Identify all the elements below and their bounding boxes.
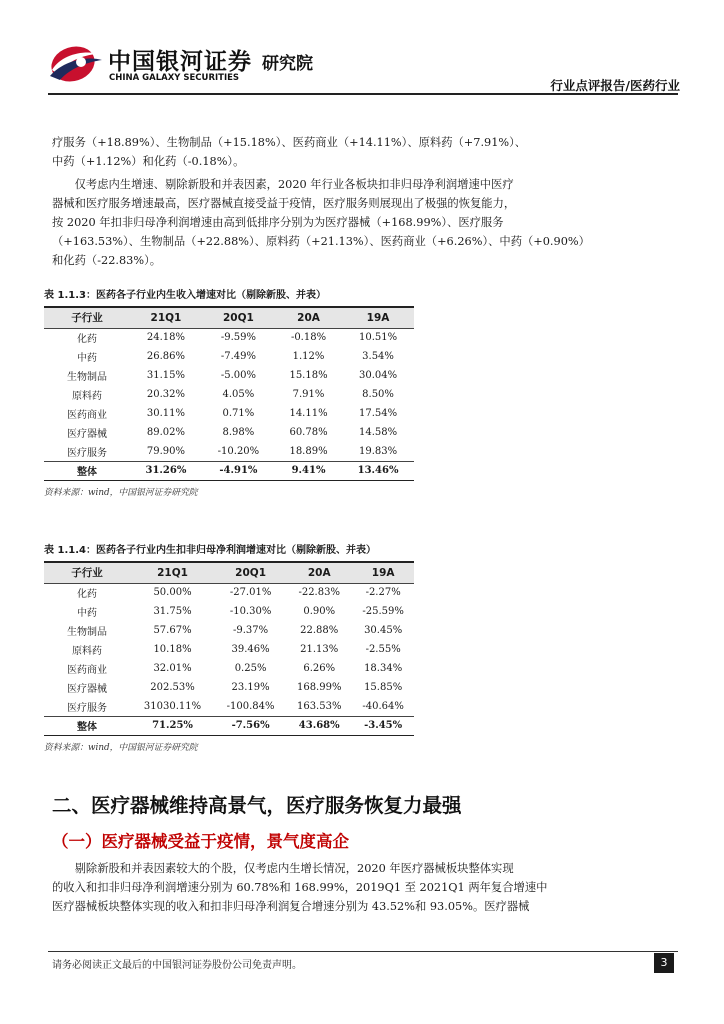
table-cell: 17.54% (358, 408, 398, 419)
table-cell: -3.45% (352, 716, 414, 735)
table-caption: 表 1.1.4：医药各子行业内生扣非归母净利润增速对比（剔除新股、并表） (44, 545, 376, 556)
table-row (44, 328, 414, 347)
table-cell: 0.90% (303, 606, 336, 617)
text-line: 医疗器械板块整体实现的收入和扣非归母净利润复合增速分别为 43.52%和 93.05%。医疗器械 (52, 900, 530, 913)
table-cell: -100.84% (226, 700, 275, 712)
table-cell: 24.18% (146, 332, 185, 344)
table-cell: 医疗服务 (67, 447, 107, 459)
table-cell: 168.99% (296, 682, 342, 693)
column-header: 21Q1 (130, 308, 202, 328)
footer-disclaimer: 请务必阅读正文最后的中国银河证券股份公司免责声明。 (52, 960, 302, 971)
table-cell: 202.53% (150, 682, 195, 693)
table-row (44, 602, 414, 621)
table-cell: 7.91% (292, 389, 325, 400)
table-cell: 生物制品 (67, 627, 107, 638)
table-cell: 4.05% (222, 389, 255, 400)
table-cell: 原料药 (72, 391, 102, 402)
table-cell: 31.15% (146, 370, 185, 381)
table-cell: 8.98% (222, 427, 255, 438)
table-cell: 10.51% (358, 332, 398, 344)
table-cell: 3.54% (362, 351, 394, 362)
table-cell: 31.26% (130, 461, 202, 480)
table-cell: 化药 (77, 334, 97, 346)
table-cell: 15.18% (289, 370, 328, 381)
table-cell: -5.00% (220, 370, 256, 381)
paragraph-3 (52, 859, 550, 916)
text-line: 剔除新股和并表因素较大的个股，仅考虑内生增长情况，2020 年医疗器械板块整体实现 (52, 862, 514, 875)
table-cell: 57.67% (153, 625, 192, 636)
column-header: 20A (275, 308, 342, 328)
table-source: 资料来源：wind，中国银河证券研究院 (44, 487, 198, 498)
report-type: 行业点评报告/医药行业 (550, 78, 680, 93)
column-header: 21Q1 (130, 563, 215, 583)
table-caption: 表 1.1.3：医药各子行业内生收入增速对比（剔除新股、并表） (44, 290, 326, 301)
table-cell: -10.20% (217, 445, 260, 457)
table-cell: -25.59% (362, 606, 404, 617)
text-line: 中药（+1.12%）和化药（-0.18%）。 (52, 155, 245, 168)
header-divider (48, 93, 678, 95)
table-cell: 30.11% (146, 408, 185, 419)
data-table (44, 308, 414, 481)
table-cell: 8.50% (362, 389, 394, 400)
table-cell: 43.68% (286, 716, 352, 735)
table-row (44, 659, 414, 678)
table-cell: 31030.11% (143, 700, 202, 712)
logo-institute: 研究院 (262, 54, 313, 74)
table-cell: 医疗服务 (67, 702, 107, 714)
table-cell: 15.85% (364, 682, 403, 693)
table-row (44, 678, 414, 697)
data-table (44, 563, 414, 736)
text-line: 仅考虑内生增速、剔除新股和并表因素，2020 年行业各板块扣非归母净利润增速中医疗 (52, 178, 514, 191)
text-line: 和化药（-22.83%）。 (52, 254, 162, 267)
table-total-row (44, 461, 414, 480)
table-cell: 60.78% (289, 427, 328, 438)
table-cell: 化药 (77, 589, 97, 601)
table-cell: -9.59% (220, 332, 256, 344)
table-cell: -7.49% (220, 351, 256, 362)
section-heading: 二、医疗器械维持高景气，医疗服务恢复力最强 (52, 794, 462, 817)
table-cell: 71.25% (130, 716, 215, 735)
paragraph-1 (52, 133, 550, 171)
table-cell: -4.91% (202, 461, 275, 480)
table-cell: 14.58% (358, 427, 398, 438)
table-cell: -27.01% (229, 587, 272, 599)
table-row (44, 423, 414, 442)
table-cell: 19.83% (358, 445, 398, 457)
table-cell: -0.18% (290, 332, 327, 344)
table-cell: -40.64% (362, 700, 404, 712)
table-cell: 9.41% (275, 461, 342, 480)
table-row (44, 621, 414, 640)
table-cell: 0.25% (234, 663, 267, 674)
paragraph-2 (52, 175, 590, 270)
table-cell: 79.90% (146, 445, 185, 457)
table-cell: 14.11% (289, 408, 328, 419)
table-cell: 0.71% (222, 408, 255, 419)
table-cell: 生物制品 (67, 372, 107, 383)
table-cell: 医药商业 (67, 410, 107, 421)
column-header: 19A (342, 308, 414, 328)
table-cell: 整体 (44, 716, 130, 735)
table-cell: 13.46% (342, 461, 414, 480)
footer-divider (48, 951, 678, 952)
page-header (48, 40, 680, 92)
table-cell: 原料药 (72, 646, 102, 657)
table-header-row (44, 308, 414, 328)
table-cell: 32.01% (153, 663, 192, 674)
table-cell: 医药商业 (67, 665, 107, 676)
table-cell: -7.56% (215, 716, 286, 735)
table-cell: 89.02% (146, 427, 185, 438)
column-header: 子行业 (44, 563, 130, 583)
table-total-row (44, 716, 414, 735)
table-cell: 50.00% (153, 587, 192, 599)
column-header: 20A (286, 563, 352, 583)
table-row (44, 366, 414, 385)
table-cell: 6.26% (303, 663, 336, 674)
table-cell: 39.46% (231, 644, 270, 655)
column-header: 20Q1 (215, 563, 286, 583)
table-cell: -10.30% (229, 606, 272, 617)
column-header: 19A (352, 563, 414, 583)
page-number: 3 (654, 953, 674, 973)
table-row (44, 442, 414, 461)
table-cell: 22.88% (300, 625, 339, 636)
table-cell: -2.55% (365, 644, 401, 655)
table-cell: -22.83% (298, 587, 340, 599)
table-cell: 20.32% (146, 389, 185, 400)
table-net-profit-growth (44, 543, 414, 753)
text-line: （+163.53%）、生物制品（+22.88%）、原料药（+21.13%）、医药商业（+6.26%）、中药（+0.90%） (52, 235, 590, 248)
table-cell: 26.86% (146, 351, 185, 362)
table-cell: 10.18% (153, 644, 192, 655)
table-cell: -2.27% (365, 587, 401, 599)
table-cell: 18.89% (289, 445, 328, 457)
column-header: 子行业 (44, 308, 130, 328)
column-header: 20Q1 (202, 308, 275, 328)
table-cell: 163.53% (296, 700, 342, 712)
text-line: 疗服务（+18.89%）、生物制品（+15.18%）、医药商业（+14.11%）、原料药（+7.91%）、 (52, 136, 527, 149)
logo-english-name: CHINA GALAXY SECURITIES (109, 73, 240, 83)
text-line: 按 2020 年扣非归母净利润增速由高到低排序分别为为医疗器械（+168.99%）、医疗服务 (52, 216, 504, 229)
table-cell: 医疗器械 (67, 684, 107, 695)
subsection-heading: （一）医疗器械受益于疫情，景气度高企 (52, 832, 349, 851)
china-galaxy-logo-icon (48, 40, 102, 86)
table-cell: 中药 (77, 608, 97, 619)
table-row (44, 697, 414, 716)
table-cell: 30.45% (364, 625, 403, 636)
table-source: 资料来源：wind，中国银河证券研究院 (44, 742, 198, 753)
table-cell: 1.12% (292, 351, 325, 362)
table-row (44, 583, 414, 602)
table-cell: 医疗器械 (67, 429, 107, 440)
table-row (44, 385, 414, 404)
table-cell: 整体 (44, 461, 130, 480)
table-row (44, 347, 414, 366)
table-row (44, 404, 414, 423)
table-cell: 18.34% (364, 663, 403, 674)
table-header-row (44, 563, 414, 583)
text-line: 的收入和扣非归母净利润增速分别为 60.78%和 168.99%，2019Q1 至 2021Q1 两年复合增速中 (52, 881, 548, 894)
table-cell: 21.13% (300, 644, 339, 655)
table-cell: 30.04% (358, 370, 398, 381)
table-cell: 23.19% (231, 682, 270, 693)
table-cell: -9.37% (233, 625, 269, 636)
text-line: 器械和医疗服务增速最高，医疗器械直接受益于疫情，医疗服务则展现出了极强的恢复能力， (52, 197, 516, 210)
table-revenue-growth (44, 288, 414, 498)
table-cell: 31.75% (153, 606, 192, 617)
table-cell: 中药 (77, 353, 97, 364)
table-row (44, 640, 414, 659)
logo-company-name: 中国银河证券 研究院 (108, 49, 313, 75)
